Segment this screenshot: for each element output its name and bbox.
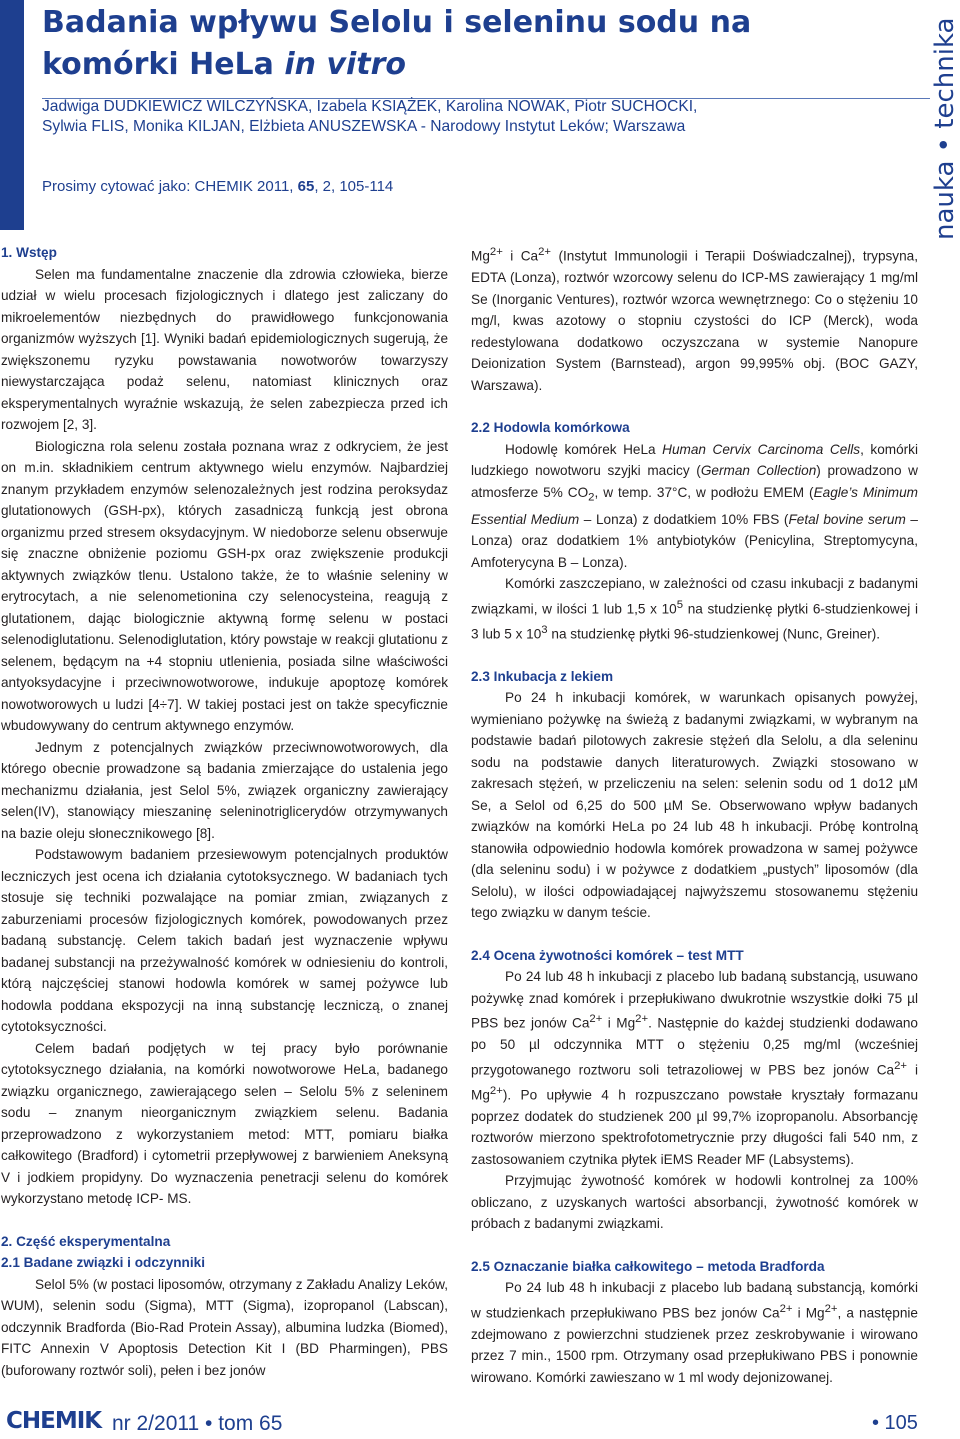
right-column: [471, 242, 918, 1388]
paragraph: Selen ma fundamentalne znaczenie dla zdrowia człowieka, bierze udział w wielu procesach fizjologicznych i dlatego jest zaliczany do mikroelementów niezbędnych do prawidłowego funkcjonowania organizmów wyższych [1]. Wyniki badań epidemiologicznych sugerują, że zwiększonemu ryzyku powstawania nowotworów towarzyszy niewystarczająca podaż selenu, natomiast klinicznych oraz eksperymentalnych wyraźnie wskazują, że selen zabezpiecza przed ich rozwojem [2, 3].: [1, 266, 448, 432]
journal-logo: CHEMIK: [6, 1408, 102, 1434]
subsection-heading: 2.1 Badane związki i odczynniki: [1, 1255, 205, 1270]
paragraph: Przyjmując żywotność komórek w hodowli kontrolnej za 100% obliczano, z uzyskanych wartości absorbancji, żywotność komórek w próbach z badanymi związkami.: [471, 1173, 918, 1232]
page-number: • 105: [872, 1412, 918, 1434]
author-list: Jadwiga DUDKIEWICZ WILCZYŃSKA, Izabela KSIĄŻEK, Karolina NOWAK, Piotr SUCHOCKI, Sylwia FLIS, Monika KILJAN, Elżbieta ANUSZEWSKA - Narodowy Instytut Leków; Warszawa: [42, 98, 698, 135]
subsection-heading: 2.5 Oznaczanie białka całkowitego – metoda Bradforda: [471, 1258, 825, 1274]
section-heading: 1. Wstęp: [1, 245, 57, 260]
paragraph: Komórki zaszczepiano, w zależności od czasu inkubacji z badanymi związkami, w ilości 1 lub 1,5 x $10^5$ na studzienkę płytki 6-studzienkowej i 3 lub 5 x $10^3$ na studzienkę płytki 96-studzienkowej (Nunc, Greiner).: [471, 576, 918, 642]
citation-line: Prosimy cytować jako: CHEMIK 2011, 65, 2, 105-114: [42, 178, 394, 195]
paragraph: Hodowlę komórek HeLa Human Cervix Carcinoma Cells, komórki ludzkiego nowotworu szyjki macicy (German Collection) prowadzono w atmosferze 5% $CO_2$, w temp. 37°C, w podłożu EMEM (Eagle’s Minimum Essential Medium – Lonza) z dodatkiem 10% FBS (Fetal bovine serum – Lonza) oraz dodatkiem 1% antybiotyków (Penicylina, Streptomycyna, Amfoterycyna B – Lonza).: [471, 441, 919, 570]
paragraph: Podstawowym badaniem przesiewowym potencjalnych produktów leczniczych jest ocena ich działania cytotoksycznego. W badaniach tych stosuje się techniki pozwalające na pomiar zmian, związanych z zaburzeniami procesów fizjologicznych komórek, powodowanych przez badaną substancję. Celem takich badań jest wyznaczenie wpływu badanej substancji na przeżywalność komórek w odniesieniu do kontroli, którą najczęściej stanowi hodowla komórek w samej pożywce lub hodowla poddana ekspozycji na inną substancję leczniczą, o znanej cytotoksyczności.: [1, 847, 448, 1034]
article-title: Badania wpływu Selolu i seleninu sodu na komórki HeLa in vitro: [42, 5, 752, 82]
subsection-heading: 2.2 Hodowla komórkowa: [471, 420, 630, 436]
paragraph: Po 24 lub 48 h inkubacji z placebo lub badaną substancją, komórki w studzienkach przepłukiwano PBS bez jonów $Ca^{2+}$ i $Mg^{2+}$, a następnie zdejmowano z powierzchni studzienek przez zeskrobywanie i wirowano przez 7 min., 1500 rpm. Otrzymany osad przepłukiwano PBS i ponownie wirowano. Komórki zawieszano w 1 ml wody dejonizowanej.: [471, 1280, 918, 1385]
paragraph: Celem badań podjętych w tej pracy było porównanie cytotoksycznego działania, na komórki nowotworowe HeLa, badanego związku organicznego, zawierającego selen – Selolu 5% z seleninem sodu – znanym nieorganicznym związkiem selenu. Badania przeprowadzono z wykorzystaniem metod: MTT, pomiaru białka całkowitego (Bradford) i cytometrii przepływowej z barwieniem Aneksyną V i jodkiem propidyny. Do wyznaczenia penetracji selenu do komórek wykorzystano metodę ICP- MS.: [1, 1040, 448, 1206]
section-side-label: nauka • technika: [930, 17, 960, 240]
paragraph: Jednym z potencjalnych związków przeciwnowotworowych, dla którego obecnie prowadzone są badania zmierzające do ustalenia jego mechanizmu działania, jest Selol 5%, związek organiczny zawierający selen(IV), stanowiący mieszaninę seleninotriglicerydów otrzymywanych na bazie oleju słonecznikowego [8].: [1, 739, 448, 841]
header-accent-bar: [0, 0, 24, 230]
left-column: [1, 242, 448, 1381]
issue-info: nr 2/2011 • tom 65: [112, 1412, 283, 1435]
subsection-heading: 2.3 Inkubacja z lekiem: [471, 668, 614, 684]
paragraph: $Mg^{2+}$ i $Ca^{2+}$ (Instytut Immunologii i Terapii Doświadczalnej), trypsyna, EDTA (Lonza), roztwór wzorcowy selenu do ICP-MS zawierający 1 mg/ml Se (Inorganic Ventures), roztwór wzorca wewnętrznego: Co o stężeniu 10 mg/l, kwas azotowy o stopniu czystości do ICP (Merck), woda redestylowana dodatkowo oczyszczana w systemie Nanopure Deionization System (Barnstead), argon 99,995% obj. (BOC GAZY, Warszawa).: [471, 246, 919, 393]
paragraph: Po 24 h inkubacji komórek, w warunkach opisanych powyżej, wymieniano pożywkę na świeżą z badanymi związkami, w wybranym na podstawie badań pilotowych zakresie stężeń dla Selolu, a dla seleninu sodu na podstawie danych literaturowych. Związki stosowano w zakresach stężeń, w przeliczeniu na selen: selenin sodu od 1 do12 µM Se, a Selol od 6,25 do 500 µM Se. Obserwowano wpływ badanych związków na komórki HeLa po 24 lub 48 h inkubacji. Próbę kontrolną stanowiła odpowiednio hodowla komórek prowadzona w samej pożywce (dla seleninu sodu) i w pożywce z dodatkiem „pustych” liposomów (dla Selolu), w ilości odpowiadającej najwyższemu stosowanemu stężeniu tego związku w danym teście.: [471, 690, 918, 921]
section-heading: 2. Część eksperymentalna: [1, 1233, 171, 1249]
paragraph: Biologiczna rola selenu została poznana wraz z odkryciem, że jest on m.in. składnikiem centrum aktywnego wielu enzymów. Najbardziej znanym przykładem enzymów selenozależnych jest rodzina peroksydaz glutationowych (GSH-px), których zasadniczą funkcją jest obrona organizmu przed stresem oksydacyjnym. W niedoborze selenu obserwuje się znaczne obniżenie poziomu GSH-px oraz zwiększenie produkcji aktywnych związków tlenu. Ustalono także, że to właśnie seleniny w erytrocytach, a nie selenometionina czy selenocysteina, reagują z glutationem, dając biologicznie aktywną formę selenu w postaci selenodiglutationu. Selenodiglutation, który powstaje w reakcji glutationu z selenem, będącym na +4 stopniu utlenienia, posiada silne właściwości antyoksydacyjne i przeciwnowotworowe, indukuje apoptozę komórek nowotworowych u ludzi [4÷7]. W takiej postaci jest on także specyficznie wbudowywany do centrum aktywnego enzymów.: [1, 438, 448, 733]
paragraph: Selol 5% (w postaci liposomów, otrzymany z Zakładu Analizy Leków, WUM), selenin sodu (Sigma), MTT (Sigma), izopropanol (Labscan), odczynnik Bradforda (Bio-Rad Protein Assay), albumina ludzka (Biomed), FITC Annexin V Apoptosis Detection Kit I (BD Pharmingen), PBS (buforowany roztwór soli), pełen i bez jonów: [1, 1276, 448, 1378]
paragraph: Po 24 lub 48 h inkubacji z placebo lub badaną substancją, usuwano pożywkę znad komórek i przepłukiwano dwukrotnie wszystkie dołki 75 µl PBS bez jonów $Ca^{2+}$ i $Mg^{2+}$. Następnie do każdej studzienki dodawano po 50 µl odczynnika MTT o stężeniu 0,25 mg/ml (wcześniej przygotowanego roztworu soli tetrazoliowej w PBS bez jonów $Ca^{2+}$ i $Mg^{2+}$). Po upływie 4 h rozpuszczano powstałe kryształy formazanu poprzez dodatek do studzienek 200 µl 99,7% izopropanolu. Absorbancję roztworów mierzono spektrofotometrycznie przy długości fali 540 nm, z zastosowaniem czytnika płytek iEMS Reader MF (Labsystems).: [471, 969, 918, 1167]
subsection-heading: 2.4 Ocena żywotności komórek – test MTT: [471, 947, 744, 963]
